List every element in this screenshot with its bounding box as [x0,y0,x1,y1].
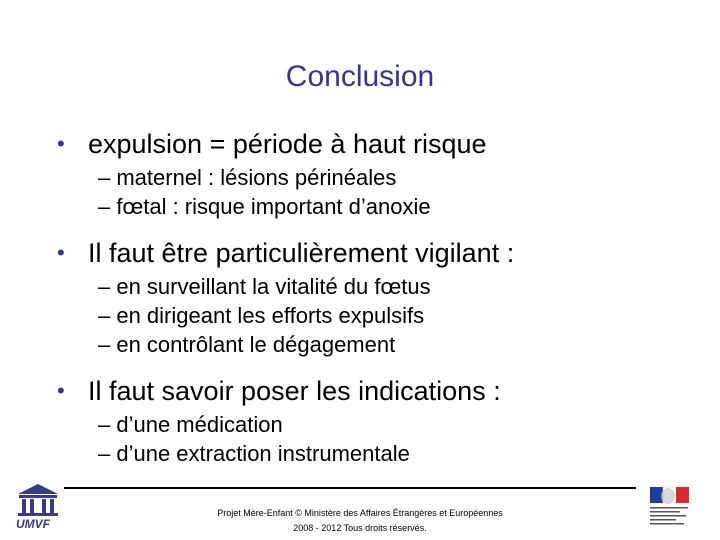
bullet-1-text: expulsion = période à haut risque [88,129,487,159]
sub-item: – en surveillant la vitalité du fœtus [98,274,431,299]
bullet-2-text: Il faut être particulièrement vigilant : [88,238,515,268]
sub-item: – maternel : lésions périnéales [98,165,397,190]
sub-item: – en dirigeant les efforts expulsifs [98,303,425,328]
ministry-logo-icon [646,485,694,533]
bullet-2 [57,236,697,270]
sub-item: – en contrôlant le dégagement [98,332,396,357]
bullet-3-text: Il faut savoir poser les indications : [88,376,501,406]
footer-line-1: Projet Mère-Enfant © Ministère des Affaires Étrangères et Européennes [217,508,503,518]
footer-copyright [170,506,550,536]
sub-item: – fœtal : risque important d’anoxie [98,194,431,219]
sub-item: – d’une médication [98,412,283,437]
bullet-dot: • [57,131,65,156]
slide-title [0,60,720,94]
bullet-dot: • [57,240,65,265]
slide-title-text: Conclusion [285,60,435,93]
bullet-list [57,127,697,483]
umvf-logo-text: UMVF [16,517,50,531]
bullet-3 [57,374,697,408]
footer-line-2: 2008 - 2012 Tous droits réservés. [293,523,427,533]
bullet-1-subs [57,163,697,221]
bullet-2-subs [57,272,697,359]
bullet-dot: • [57,378,65,403]
sub-item: – d’une extraction instrumentale [98,441,410,466]
bullet-1 [57,127,697,161]
footer-divider [64,487,636,489]
bullet-3-subs [57,410,697,468]
